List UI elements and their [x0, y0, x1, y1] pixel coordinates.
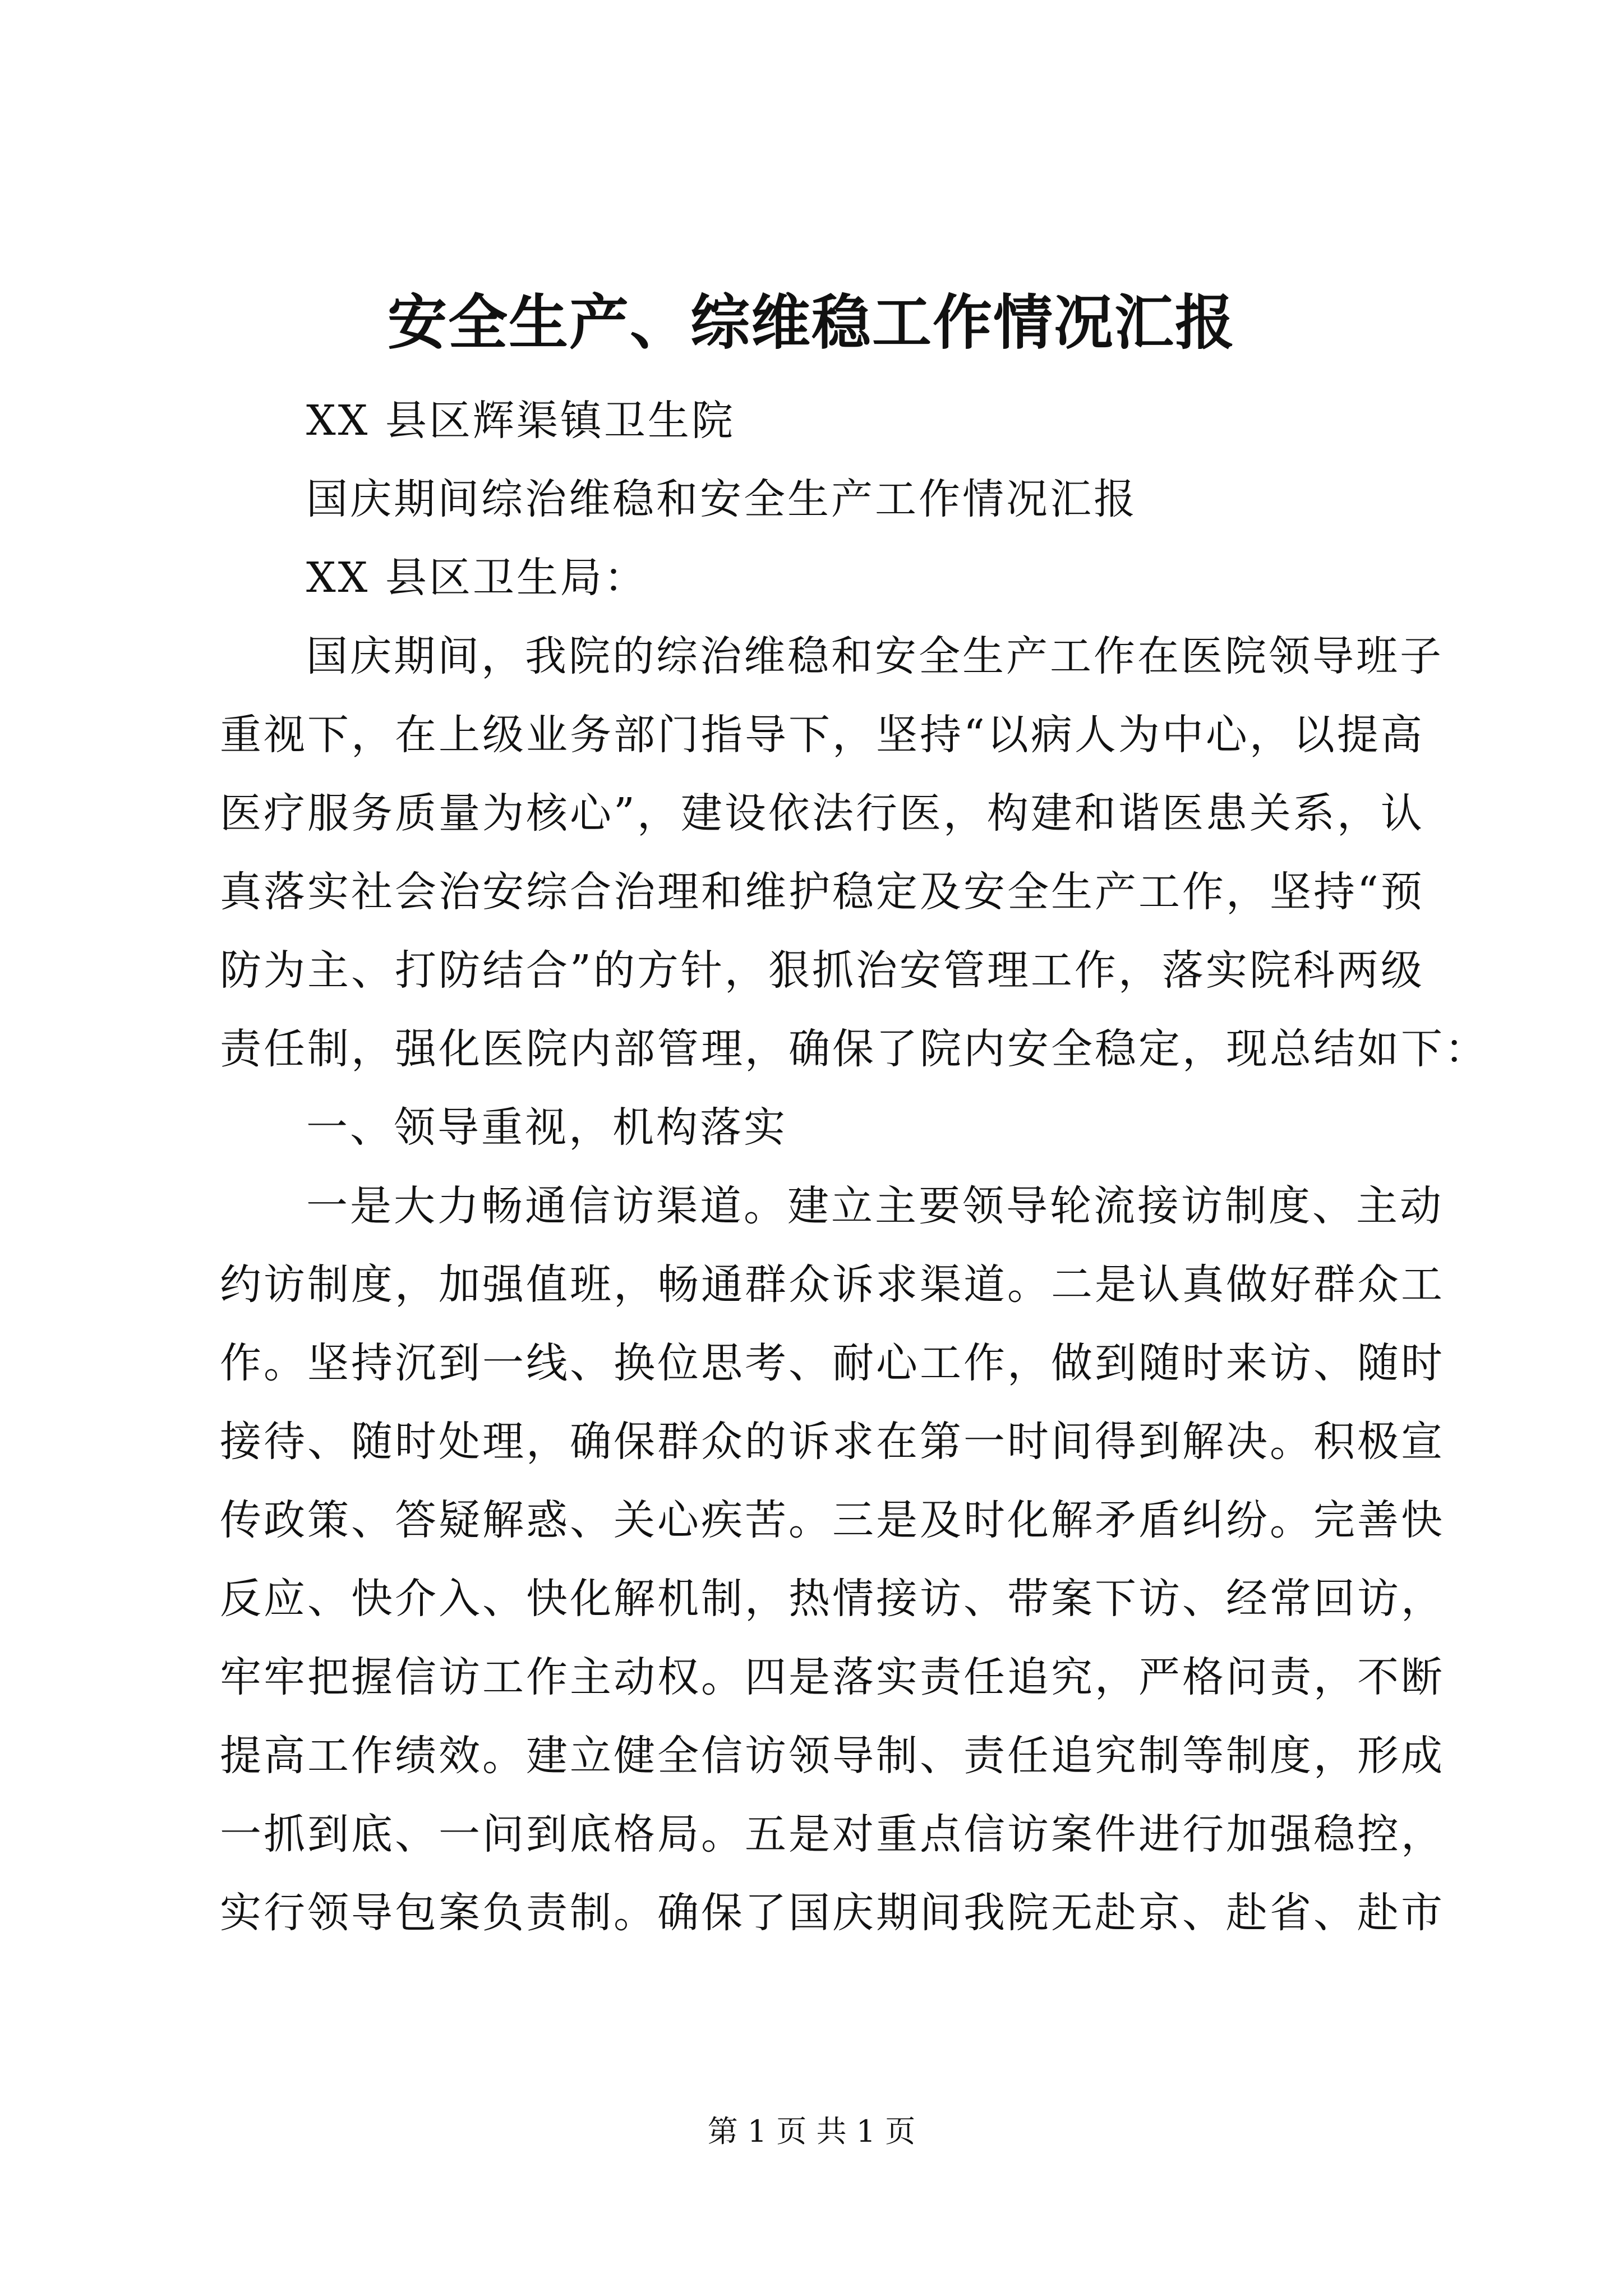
- body-line: 防为主、打防结合”的方针，狠抓治安管理工作，落实院科两级: [220, 946, 1424, 995]
- body-line: 约访制度，加强值班，畅通群众诉求渠道。二是认真做好群众工: [220, 1260, 1445, 1309]
- body-line: 责任制，强化医院内部管理，确保了院内安全稳定，现总结如下：: [220, 1025, 1488, 1073]
- body-line: 重视下，在上级业务部门指导下，坚持“以病人为中心，以提高: [220, 711, 1424, 759]
- body-line: XX 县区卫生局：: [306, 554, 648, 602]
- body-line: 牢牢把握信访工作主动权。四是落实责任追究，严格问责，不断: [220, 1653, 1445, 1701]
- body-line: 作。坚持沉到一线、换位思考、耐心工作，做到随时来访、随时: [220, 1339, 1445, 1387]
- body-line: XX 县区辉渠镇卫生院: [306, 397, 735, 445]
- body-line: 国庆期间综治维稳和安全生产工作情况汇报: [306, 475, 1137, 523]
- document-title: 安全生产、综维稳工作情况汇报: [388, 287, 1235, 357]
- body-line: 一是大力畅通信访渠道。建立主要领导轮流接访制度、主动: [306, 1182, 1444, 1230]
- document-body: [220, 381, 1488, 1952]
- body-line: 国庆期间，我院的综治维稳和安全生产工作在医院领导班子: [306, 632, 1444, 680]
- body-line: 真落实社会治安综合治理和维护稳定及安全生产工作，坚持“预: [220, 868, 1424, 916]
- body-line: 医疗服务质量为核心”，建设依法行医，构建和谐医患关系，认: [220, 789, 1424, 838]
- body-line: 一抓到底、一问到底格局。五是对重点信访案件进行加强稳控，: [220, 1810, 1445, 1858]
- page-footer: 第 1 页 共 1 页: [707, 2114, 916, 2149]
- body-line: 提高工作绩效。建立健全信访领导制、责任追究制等制度，形成: [220, 1732, 1445, 1780]
- body-line: 接待、随时处理，确保群众的诉求在第一时间得到解决。积极宣: [220, 1418, 1445, 1466]
- body-line: 反应、快介入、快化解机制，热情接访、带案下访、经常回访，: [220, 1575, 1445, 1623]
- body-line: 传政策、答疑解惑、关心疾苦。三是及时化解矛盾纠纷。完善快: [220, 1496, 1445, 1544]
- body-line: 实行领导包案负责制。确保了国庆期间我院无赴京、赴省、赴市: [220, 1889, 1445, 1937]
- body-line: 一、领导重视，机构落实: [306, 1103, 787, 1152]
